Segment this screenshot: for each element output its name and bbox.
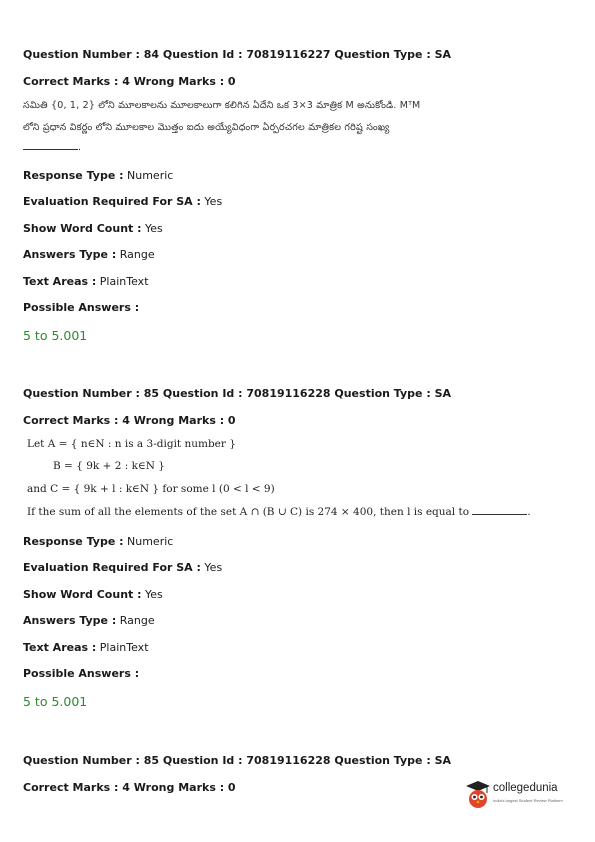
question-header: Question Number : 85 Question Id : 70819116228 Question Type : SA (23, 754, 452, 767)
blank-line (23, 149, 78, 150)
text-areas: Text Areas : PlainText (23, 641, 149, 654)
answers-type: Answers Type : Range (23, 614, 155, 627)
stem-end: . (78, 142, 82, 153)
evaluation-required: Evaluation Required For SA : Yes (23, 561, 223, 574)
marks-line: Correct Marks : 4 Wrong Marks : 0 (23, 414, 236, 427)
possible-answers-label: Possible Answers : (23, 301, 140, 314)
collegedunia-logo (465, 778, 570, 812)
question-stem-line: లోని ప్రధాన వికర్ణం లోని మూలకాల మొత్తం ఐదు అయ్యేవిధంగా ఏర్పరచగల మాత్రికల గరిష్ట సంఖ్య (23, 122, 390, 133)
answer-blank (23, 139, 81, 156)
possible-answers-label: Possible Answers : (23, 667, 140, 680)
graduate-owl-icon (465, 780, 491, 810)
possible-answers-value: 5 to 5.001 (23, 694, 88, 709)
question-header: Question Number : 85 Question Id : 70819116228 Question Type : SA (23, 387, 452, 400)
response-type: Response Type : Numeric (23, 535, 174, 548)
marks-line: Correct Marks : 4 Wrong Marks : 0 (23, 75, 236, 88)
text-areas: Text Areas : PlainText (23, 275, 149, 288)
logo-wordmark: collegedunia (493, 782, 558, 794)
evaluation-required: Evaluation Required For SA : Yes (23, 195, 223, 208)
question-stem-line: Let A = { n∈N : n is a 3-digit number } (27, 438, 236, 450)
marks-line: Correct Marks : 4 Wrong Marks : 0 (23, 781, 236, 794)
possible-answers-value: 5 to 5.001 (23, 328, 88, 343)
show-word-count: Show Word Count : Yes (23, 222, 163, 235)
show-word-count: Show Word Count : Yes (23, 588, 163, 601)
question-stem-line: B = { 9k + 2 : k∈N } (53, 460, 165, 472)
response-type: Response Type : Numeric (23, 169, 174, 182)
blank-line (472, 514, 527, 515)
answers-type: Answers Type : Range (23, 248, 155, 261)
logo-tagline: India's largest Student Review Platform (493, 798, 563, 803)
question-stem-line: సమితి {0, 1, 2} లోని మూలకాలను మూలకాలుగా కలిగిన ఏదేని ఒక 3×3 మాత్రిక M అనుకోండి. MᵀM (23, 100, 421, 111)
question-header: Question Number : 84 Question Id : 70819116227 Question Type : SA (23, 48, 452, 61)
question-stem-line: If the sum of all the elements of the set A ∩ (B ∪ C) is 274 × 400, then l is equal to . (27, 506, 531, 518)
question-stem-line: and C = { 9k + l : k∈N } for some l (0 < l < 9) (27, 483, 275, 495)
